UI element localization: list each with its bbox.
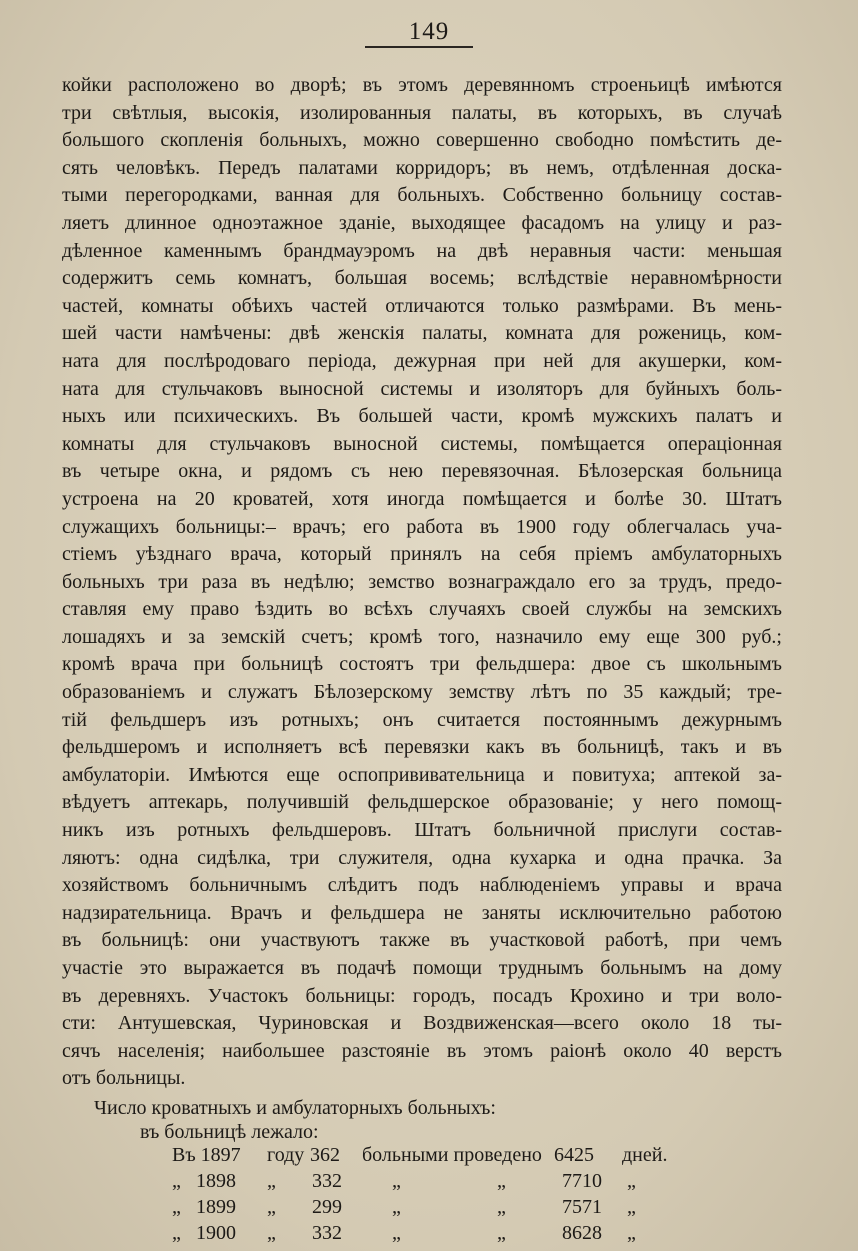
text-line: лошадяхъ и за земскій счетъ; кромѣ того, назначило ему еще 300 руб.; xyxy=(62,625,782,648)
text-line: отъ больницы. xyxy=(62,1067,186,1090)
ditto-mark: „ xyxy=(267,1196,276,1218)
text-line: больныхъ три раза въ недѣлю; земство вознаграждало его за трудъ, предо- xyxy=(62,570,782,593)
text-line: ляетъ длинное одноэтажное зданіе, выходящее фасадомъ на улицу и раз- xyxy=(62,211,782,234)
ditto-mark: „ xyxy=(392,1222,401,1244)
text-line: три свѣтлыя, высокія, изолированныя палаты, въ которыхъ, въ случаѣ xyxy=(62,101,782,124)
days-cell: 7571 xyxy=(562,1196,602,1218)
text-line: тій фельдшеръ изъ ротныхъ; онъ считается постояннымъ дежурнымъ xyxy=(62,708,782,731)
text-line: служащихъ больницы:– врачъ; его работа въ 1900 году облегчалась уча- xyxy=(62,515,782,538)
ditto-mark: „ xyxy=(627,1170,636,1192)
count-cell: 332 xyxy=(312,1222,342,1244)
text-line: ната для стульчаковъ выносной системы и изоляторъ для буйныхъ боль- xyxy=(62,377,782,400)
text-line: никъ изъ ротныхъ фельдшеровъ. Штатъ больничной прислуги состав- xyxy=(62,819,782,842)
text-line: кромѣ врача при больницѣ состоятъ три фельдшера: двое съ школьнымъ xyxy=(62,653,782,676)
table-row xyxy=(62,1169,782,1193)
text-line: сячъ населенія; наибольшее разстояніе въ этомъ раіонѣ около 40 верстъ xyxy=(62,1039,782,1062)
text-line: частей, комнаты обѣихъ частей отличаются только размѣрами. Въ мень- xyxy=(62,294,782,317)
text-line: содержитъ семь комнатъ, большая восемь; вслѣдствіе неравномѣрности xyxy=(62,267,782,290)
text-line: въ больницѣ: они участвуютъ также въ участковой работѣ, при чемъ xyxy=(62,929,782,952)
text-line: фельдшеромъ и исполняетъ всѣ перевязки какъ въ больницѣ, такъ и въ xyxy=(62,736,782,759)
year-word: году xyxy=(267,1144,305,1166)
ditto-mark: „ xyxy=(392,1196,401,1218)
ditto-mark: „ xyxy=(392,1170,401,1192)
days-cell: 7710 xyxy=(562,1170,602,1192)
header-rule xyxy=(365,46,473,48)
text-line: устроена на 20 кроватей, хотя иногда помѣщается и болѣе 30. Штатъ xyxy=(62,487,782,510)
text-line: образованіемъ и служатъ Бѣлозерскому земству лѣтъ по 35 каждый; тре- xyxy=(62,681,782,704)
text-line: шей части намѣчены: двѣ женскія палаты, комната для рожениць, ком- xyxy=(62,322,782,345)
text-line: дѣленное каменнымъ брандмауэромъ на двѣ неравныя части: меньшая xyxy=(62,239,782,262)
text-line: тыми перегородками, ванная для больныхъ. Собственно больницу состав- xyxy=(62,184,782,207)
year-cell: 1899 xyxy=(196,1196,236,1218)
days-word: дней. xyxy=(622,1144,668,1166)
text-line: сять человѣкъ. Передъ палатами корридоръ; въ немъ, отдѣленная доска- xyxy=(62,156,782,179)
text-line: ляютъ: одна сидѣлка, три служителя, одна кухарка и одна прачка. За xyxy=(62,846,782,869)
text-line: ната для послѣродоваго періода, дежурная при ней для акушерки, ком- xyxy=(62,349,782,372)
ditto-mark: „ xyxy=(497,1170,506,1192)
text-line: амбулаторіи. Имѣются еще оспопрививательница и повитуха; аптекой за- xyxy=(62,763,782,786)
ditto-mark: „ xyxy=(497,1222,506,1244)
days-cell: 8628 xyxy=(562,1222,602,1244)
statistics-subheading: въ больницѣ лежало: xyxy=(140,1121,319,1143)
text-line: большого скопленія больныхъ, можно совершенно свободно помѣстить де- xyxy=(62,129,782,152)
year-cell: 1898 xyxy=(196,1170,236,1192)
body-paragraph xyxy=(62,72,782,1093)
year-cell: Въ 1897 xyxy=(172,1144,241,1166)
text-line: стіемъ уѣзднаго врача, который принялъ на себя пріемъ амбулаторныхъ xyxy=(62,543,782,566)
ditto-mark: „ xyxy=(267,1222,276,1244)
ditto-mark: „ xyxy=(497,1196,506,1218)
phrase-cell: больными проведено xyxy=(362,1144,542,1166)
text-line: участіе это выражается въ подачѣ помощи труднымъ больнымъ на дому xyxy=(62,957,782,979)
text-line: въ деревняхъ. Участокъ больницы: городъ, посадъ Крохино и три воло- xyxy=(62,984,782,1007)
text-line: комнаты для стульчаковъ выносной системы, помѣщается операціонная xyxy=(62,432,782,455)
text-line: ставляя ему право ѣздить во всѣхъ случаяхъ своей службы на земскихъ xyxy=(62,598,782,621)
days-cell: 6425 xyxy=(554,1144,594,1166)
text-line: надзирательница. Врачъ и фельдшера не заняты исключительно работою xyxy=(62,901,782,924)
ditto-mark: „ xyxy=(172,1170,181,1192)
table-row xyxy=(62,1195,782,1219)
text-line: ныхъ или психическихъ. Въ большей части, кромѣ мужскихъ палатъ и xyxy=(62,405,782,428)
page-number: 149 xyxy=(408,18,450,45)
text-line: койки расположено во дворѣ; въ этомъ деревянномъ строеньицѣ имѣются xyxy=(62,74,782,96)
ditto-mark: „ xyxy=(172,1196,181,1218)
text-line: хозяйствомъ больничнымъ слѣдитъ подъ наблюденіемъ управы и врача xyxy=(62,874,782,897)
text-line: въ четыре окна, и рядомъ съ нею перевязочная. Бѣлозерская больница xyxy=(62,460,782,483)
text-line: вѣдуетъ аптекарь, получившій фельдшерское образованіе; у него помощ- xyxy=(62,791,782,814)
ditto-mark: „ xyxy=(172,1222,181,1244)
year-cell: 1900 xyxy=(196,1222,236,1244)
ditto-mark: „ xyxy=(627,1222,636,1244)
statistics-heading: Число кроватныхъ и амбулаторныхъ больныхъ: xyxy=(94,1097,496,1119)
count-cell: 299 xyxy=(312,1196,342,1218)
count-cell: 362 xyxy=(310,1144,340,1166)
text-line: сти: Антушевская, Чуриновская и Воздвиженская—всего около 18 ты- xyxy=(62,1012,782,1035)
ditto-mark: „ xyxy=(627,1196,636,1218)
table-row xyxy=(62,1143,782,1167)
count-cell: 332 xyxy=(312,1170,342,1192)
ditto-mark: „ xyxy=(267,1170,276,1192)
table-row xyxy=(62,1221,782,1245)
